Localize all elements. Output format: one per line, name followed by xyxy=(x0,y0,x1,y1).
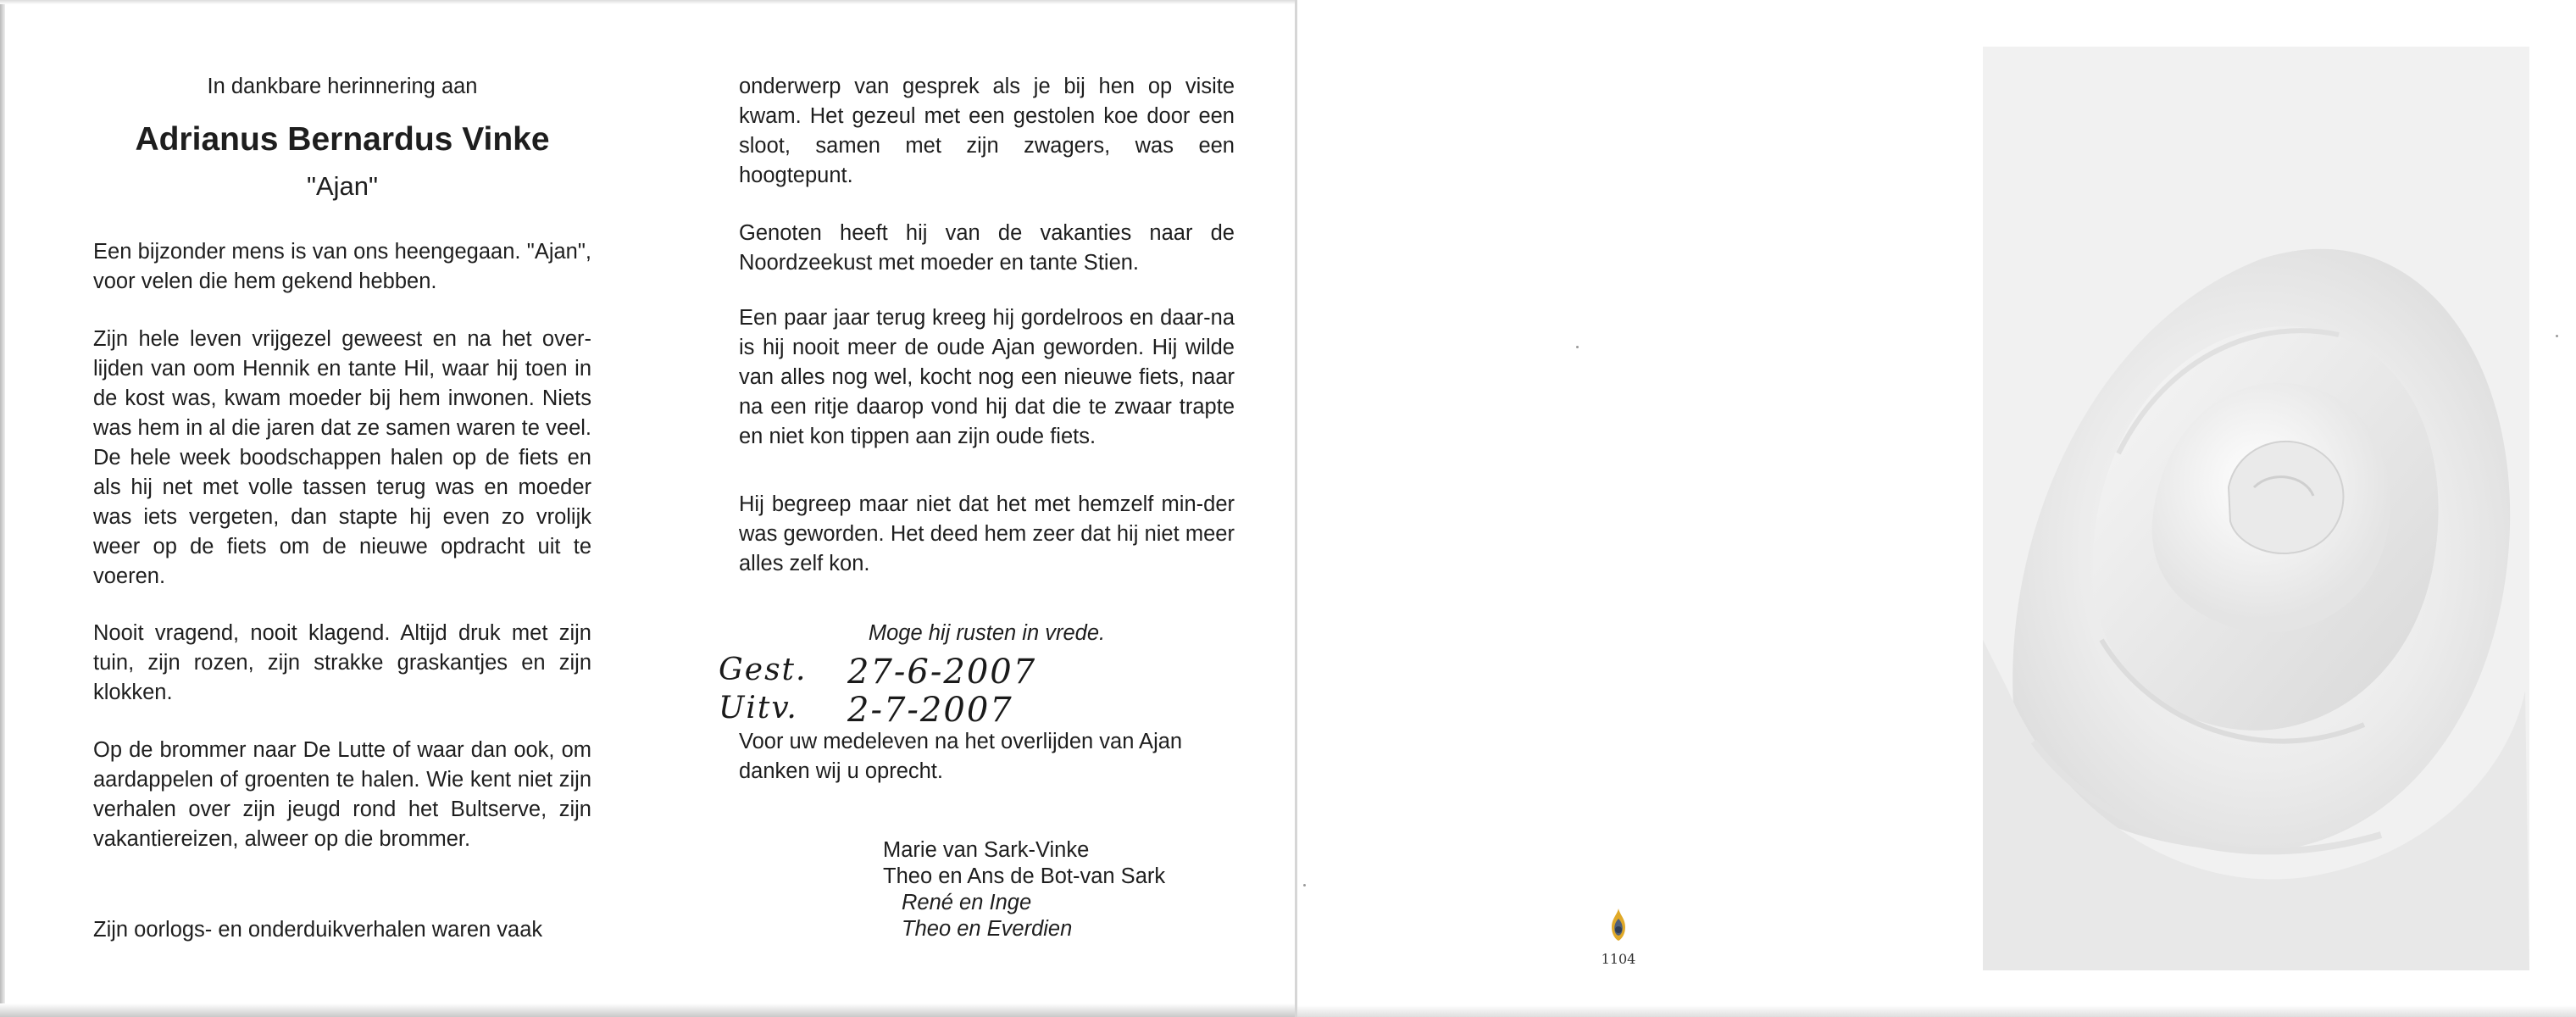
paragraph-right-2: Genoten heeft hij van de vakanties naar de Noordzeekust met moeder en tante Stien. xyxy=(739,221,1235,275)
family-member-2: Theo en Ans de Bot-van Sark xyxy=(883,864,1166,888)
family-member-1: Marie van Sark-Vinke xyxy=(883,838,1090,862)
paper-bottom-edge-right xyxy=(1297,1005,2576,1017)
handwritten-funeral-label: Uitv. xyxy=(719,691,798,725)
nickname: "Ajan" xyxy=(306,171,379,201)
paragraph-left-1: Een bijzonder mens is van ons heengegaan. "Ajan", voor velen die hem gekend hebben. xyxy=(93,240,591,293)
family-member-3: René en Inge xyxy=(902,891,1032,914)
paragraph-left-3: Nooit vragend, nooit klagend. Altijd druk met zijn tuin, zijn rozen, zijn strakke graskantjes en zijn klokken. xyxy=(93,621,591,704)
paper-speck xyxy=(1303,884,1306,886)
handwritten-death-value: 27-6-2007 xyxy=(847,653,1037,692)
handwritten-death-date xyxy=(719,653,1074,695)
print-code: 1104 xyxy=(1601,951,1636,967)
paragraph-right-1: onderwerp van gesprek als je bij hen op visite kwam. Het gezeul met een gestolen koe door een sloot, samen met zijn zwagers, was een hoogtepunt. xyxy=(739,75,1235,187)
prayer-line: Moge hij rusten in vrede. xyxy=(868,621,1106,645)
flame-leaf-logo-icon xyxy=(1603,907,1634,944)
deceased-name: Adrianus Bernardus Vinke xyxy=(135,121,550,158)
paragraph-left-2: Zijn hele leven vrijgezel geweest en na het over-lijden van oom Hennik en tante Hil, waar hij toen in de kost was, kwam moeder bij hem inwonen. Niets was hem in al die jaren dat ze samen waren te veel. De hele week boodschappen halen op de fiets en als hij net met volle tassen terug was en moeder was iets vergeten, dan stapte hij even zo vrolijk weer op de fiets om de nieuwe opdracht uit te voeren. xyxy=(93,327,591,588)
thanks-text: Voor uw medeleven na het overlijden van Ajan danken wij u oprecht. xyxy=(739,730,1183,783)
handwritten-death-label: Gest. xyxy=(719,653,808,687)
paper-bottom-edge xyxy=(0,1003,1295,1017)
rose-illustration xyxy=(1983,47,2529,970)
rose-image xyxy=(1983,47,2529,970)
paragraph-left-5: Zijn oorlogs- en onderduikverhalen waren vaak xyxy=(93,918,543,942)
paper-top-edge xyxy=(0,0,1295,4)
paper-speck xyxy=(1576,346,1579,348)
intro-line: In dankbare herinnering aan xyxy=(207,75,478,98)
paragraph-left-4: Op de brommer naar De Lutte of waar dan ook, om aardappelen of groenten te halen. Wie kent niet zijn verhalen over zijn jeugd rond het Bultserve, zijn vakantiereizen, alweer op die brommer. xyxy=(93,738,591,851)
family-member-4: Theo en Everdien xyxy=(902,917,1073,941)
paper-speck xyxy=(2556,335,2558,337)
paragraph-right-3: Een paar jaar terug kreeg hij gordelroos en daar-na is hij nooit meer de oude Ajan geworden. Hij wilde van alles nog wel, kocht nog een nieuwe fiets, naar na een ritje daarop vond hij dat die te zwaar trapte en niet kon tippen aan zijn oude fiets. xyxy=(739,306,1235,448)
rose-center-bud xyxy=(2229,442,2343,553)
paragraph-right-4: Hij begreep maar niet dat het met hemzelf min-der was geworden. Het deed hem zeer dat hij niet meer alles zelf kon. xyxy=(739,492,1235,575)
handwritten-funeral-value: 2-7-2007 xyxy=(847,691,1013,730)
paper-left-edge xyxy=(0,0,5,1017)
